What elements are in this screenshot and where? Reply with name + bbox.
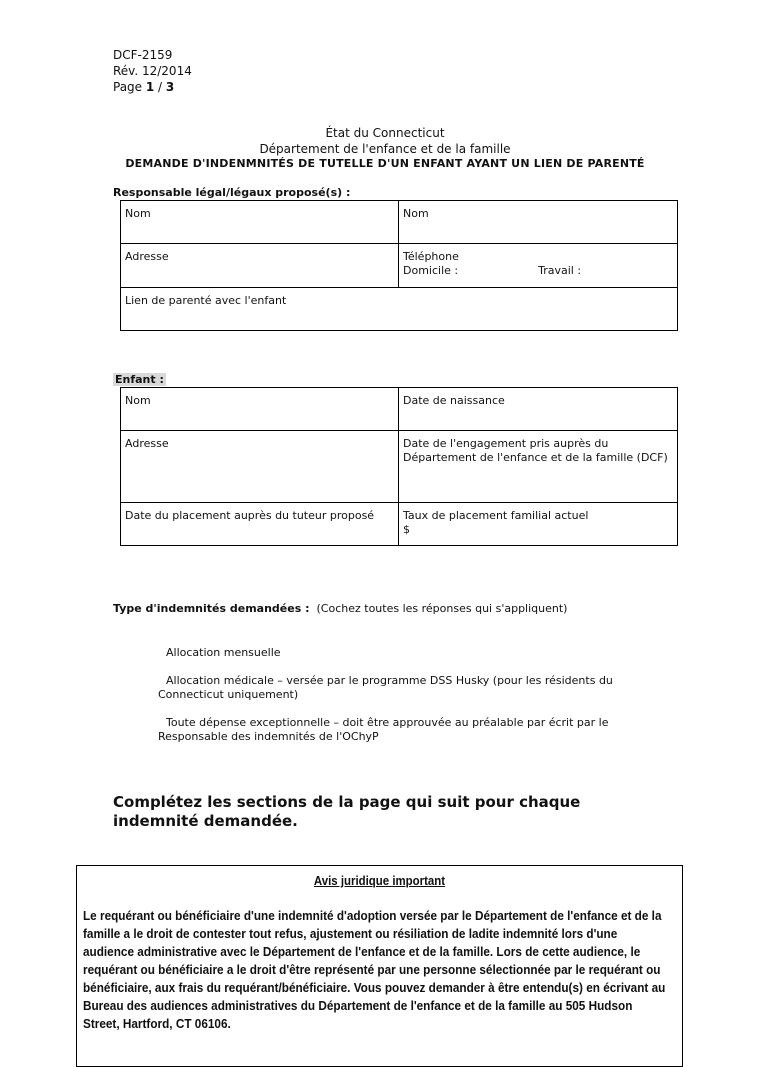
instruction-text: Complétez les sections de la page qui suit pour chaque indemnité demandée. — [113, 793, 581, 830]
page-separator: / — [154, 80, 166, 94]
child-dob-field[interactable] — [399, 388, 678, 431]
child-address-field[interactable] — [121, 431, 399, 503]
child-rate-currency: $ — [403, 523, 410, 536]
subsidy-type-hint: (Cochez toutes les réponses qui s'appliquent) — [316, 602, 568, 615]
child-placement-date-field[interactable] — [121, 503, 399, 546]
child-rate-field[interactable] — [399, 503, 678, 546]
subsidy-type-label: Type d'indemnités demandées : — [113, 602, 310, 615]
guardian-address-label: Adresse — [125, 250, 169, 263]
page-prefix: Page — [113, 80, 146, 94]
option-monthly-label: Allocation mensuelle — [166, 646, 281, 659]
child-dob-label: Date de naissance — [403, 394, 505, 407]
child-section-label: Enfant : — [115, 373, 164, 386]
child-name-label: Nom — [125, 394, 151, 407]
guardian-name-2-field[interactable] — [399, 201, 678, 244]
child-commitment-date-field[interactable] — [399, 431, 678, 503]
page-indicator — [113, 79, 192, 95]
form-code: DCF-2159 — [113, 48, 173, 62]
guardian-phone-label: Téléphone — [403, 250, 459, 263]
option-exceptional[interactable] — [158, 716, 648, 744]
page-total: 3 — [165, 80, 175, 94]
checkbox-medical[interactable] — [158, 676, 166, 684]
child-rate-label: Taux de placement familial actuel — [403, 509, 589, 522]
guardian-name-1-label: Nom — [125, 207, 151, 220]
child-address-label: Adresse — [125, 437, 169, 450]
guardian-table — [120, 200, 678, 331]
legal-notice-body: Le requérant ou bénéficiaire d'une indemnité d'adoption versée par le Département de l'enfance et de la famille a le droit de contester tout refus, ajustement ou résiliation de ladite indemnité lors d'une audience administrative avec le Département de l'enfance et de la famille. Lors de cette audience, le requérant ou bénéficiaire a le droit d'être représenté par une personne sélectionnée par le requérant ou bénéficiaire, aux frais du requérant/bénéficiaire. Vous pouvez demander à être entendu(s) en écrivant au Bureau des audiences administratives du Département de l'enfance et de la famille au 505 Hudson Street, Hartford, CT 06106. — [83, 908, 666, 1031]
form-title: DEMANDE D'INDENMNITÉS DE TUTELLE D'UN ENFANT AYANT UN LIEN DE PARENTÉ — [125, 157, 645, 170]
child-placement-date-label: Date du placement auprès du tuteur proposé — [125, 509, 375, 522]
option-exceptional-label: Toute dépense exceptionnelle – doit être approuvée au préalable par écrit par le Responsable des indemnités de l'OChyP — [158, 716, 609, 743]
guardian-home-label: Domicile : — [403, 264, 459, 277]
checkbox-exceptional[interactable] — [158, 718, 166, 726]
checkbox-monthly[interactable] — [158, 648, 166, 656]
department-name: Département de l'enfance et de la famille — [259, 142, 511, 156]
legal-notice-title: Avis juridique important — [313, 873, 446, 888]
revision-date: Rév. 12/2014 — [113, 64, 192, 78]
guardian-relationship-field[interactable] — [121, 288, 678, 331]
option-medical[interactable] — [158, 674, 648, 702]
guardian-name-2-label: Nom — [403, 207, 429, 220]
guardian-relationship-label: Lien de parenté avec l'enfant — [125, 294, 287, 307]
form-header — [113, 47, 192, 95]
guardian-name-1-field[interactable] — [121, 201, 399, 244]
subsidy-type-row — [113, 602, 567, 615]
guardian-work-label: Travail : — [538, 264, 582, 277]
child-name-field[interactable] — [121, 388, 399, 431]
child-commitment-date-label: Date de l'engagement pris auprès du Département de l'enfance et de la famille (DCF) — [403, 437, 668, 464]
option-monthly[interactable] — [158, 646, 648, 660]
guardian-phone-field[interactable] — [399, 244, 678, 288]
legal-notice-box — [76, 865, 683, 1067]
guardian-section-label: Responsable légal/légaux proposé(s) : — [113, 186, 351, 199]
page-current: 1 — [145, 80, 155, 94]
state-name: État du Connecticut — [325, 126, 445, 140]
child-table — [120, 387, 678, 546]
option-medical-label: Allocation médicale – versée par le programme DSS Husky (pour les résidents du Connecticut uniquement) — [158, 674, 613, 701]
guardian-address-field[interactable] — [121, 244, 399, 288]
